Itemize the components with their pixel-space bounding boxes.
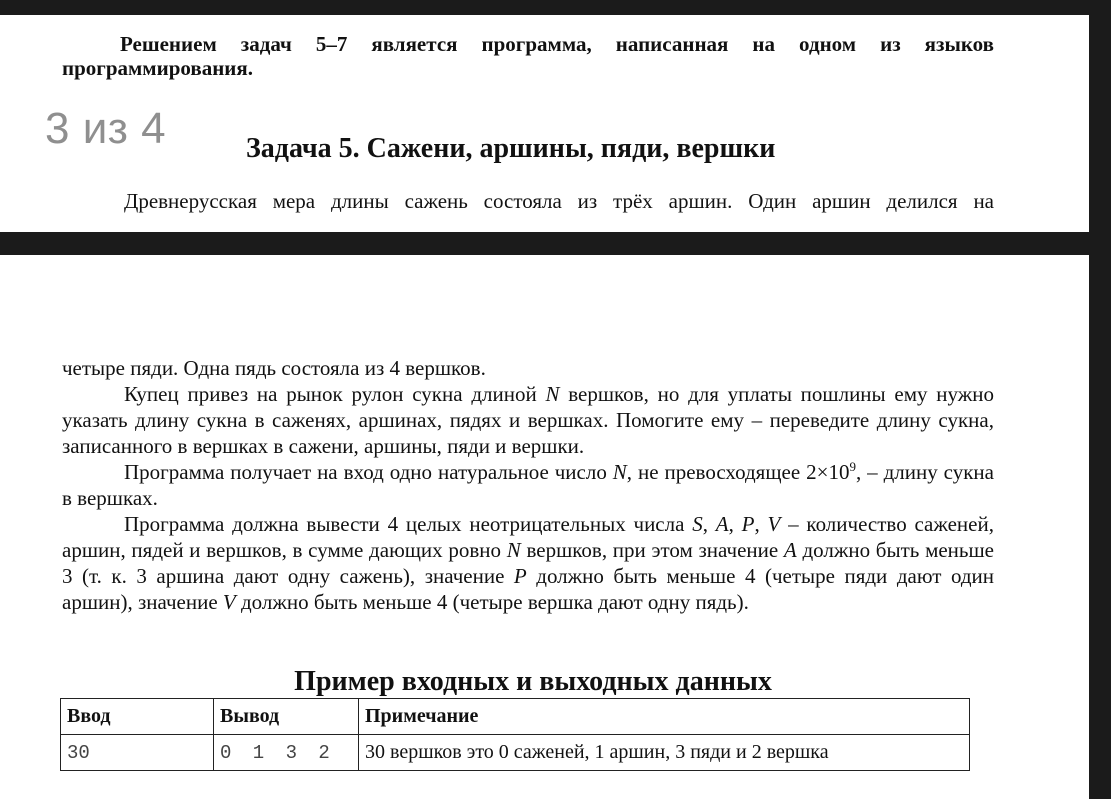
paragraph-2: Купец привез на рынок рулон сукна длиной N вершков, но для уплаты пошлины ему нужно указать длину сукна в саженях, аршинах, пядях и вершках. Помогите ему – переведите длину сукна, записанного в вершках в сажени, аршины, пяди и вершки.: [62, 382, 994, 458]
table-header-output: Вывод: [214, 699, 359, 735]
task-title: Задача 5. Сажени, аршины, пяди, вершки: [246, 133, 776, 164]
table-cell-output: 0 1 3 2: [214, 735, 359, 771]
intro-text: Решением задач 5–7 является программа, написанная на одном из языков программирования.: [62, 32, 994, 80]
table-row: [61, 735, 970, 771]
table-header-note: Примечание: [359, 699, 970, 735]
paragraph-1-continuation: четыре пяди. Одна пядь состояла из 4 вершков.: [62, 356, 486, 380]
table-cell-note: 30 вершков это 0 саженей, 1 аршин, 3 пяди и 2 вершка: [359, 735, 970, 771]
paragraph-3: Программа получает на вход одно натуральное число N, не превосходящее $2\times 10^9$, – длину сукна в вершках.: [62, 459, 994, 510]
page-1: [0, 15, 1089, 232]
table-cell-input: 30: [61, 735, 214, 771]
table-header-row: [61, 699, 970, 735]
table-header-input: Ввод: [61, 699, 214, 735]
example-table: [60, 698, 970, 771]
page-2: [0, 255, 1089, 799]
example-title: Пример входных и выходных данных: [294, 666, 772, 697]
task-body: [62, 355, 994, 615]
paragraph-4: Программа должна вывести 4 целых неотрицательных числа S, A, P, V – количество саженей, аршин, пядей и вершков, в сумме дающих ровно N вершков, при этом значение A должно быть меньше 3 (т. к. 3 аршина дают одну сажень), значение P должно быть меньше 4 (четыре пяди дают один аршин), значение V должно быть меньше 4 (четыре вершка дают одну пядь).: [62, 512, 994, 614]
paragraph-1-first-line: Древнерусская мера длины сажень состояла из трёх аршин. Один аршин делился на: [124, 189, 994, 213]
page-counter: 3 из 4: [45, 104, 167, 153]
